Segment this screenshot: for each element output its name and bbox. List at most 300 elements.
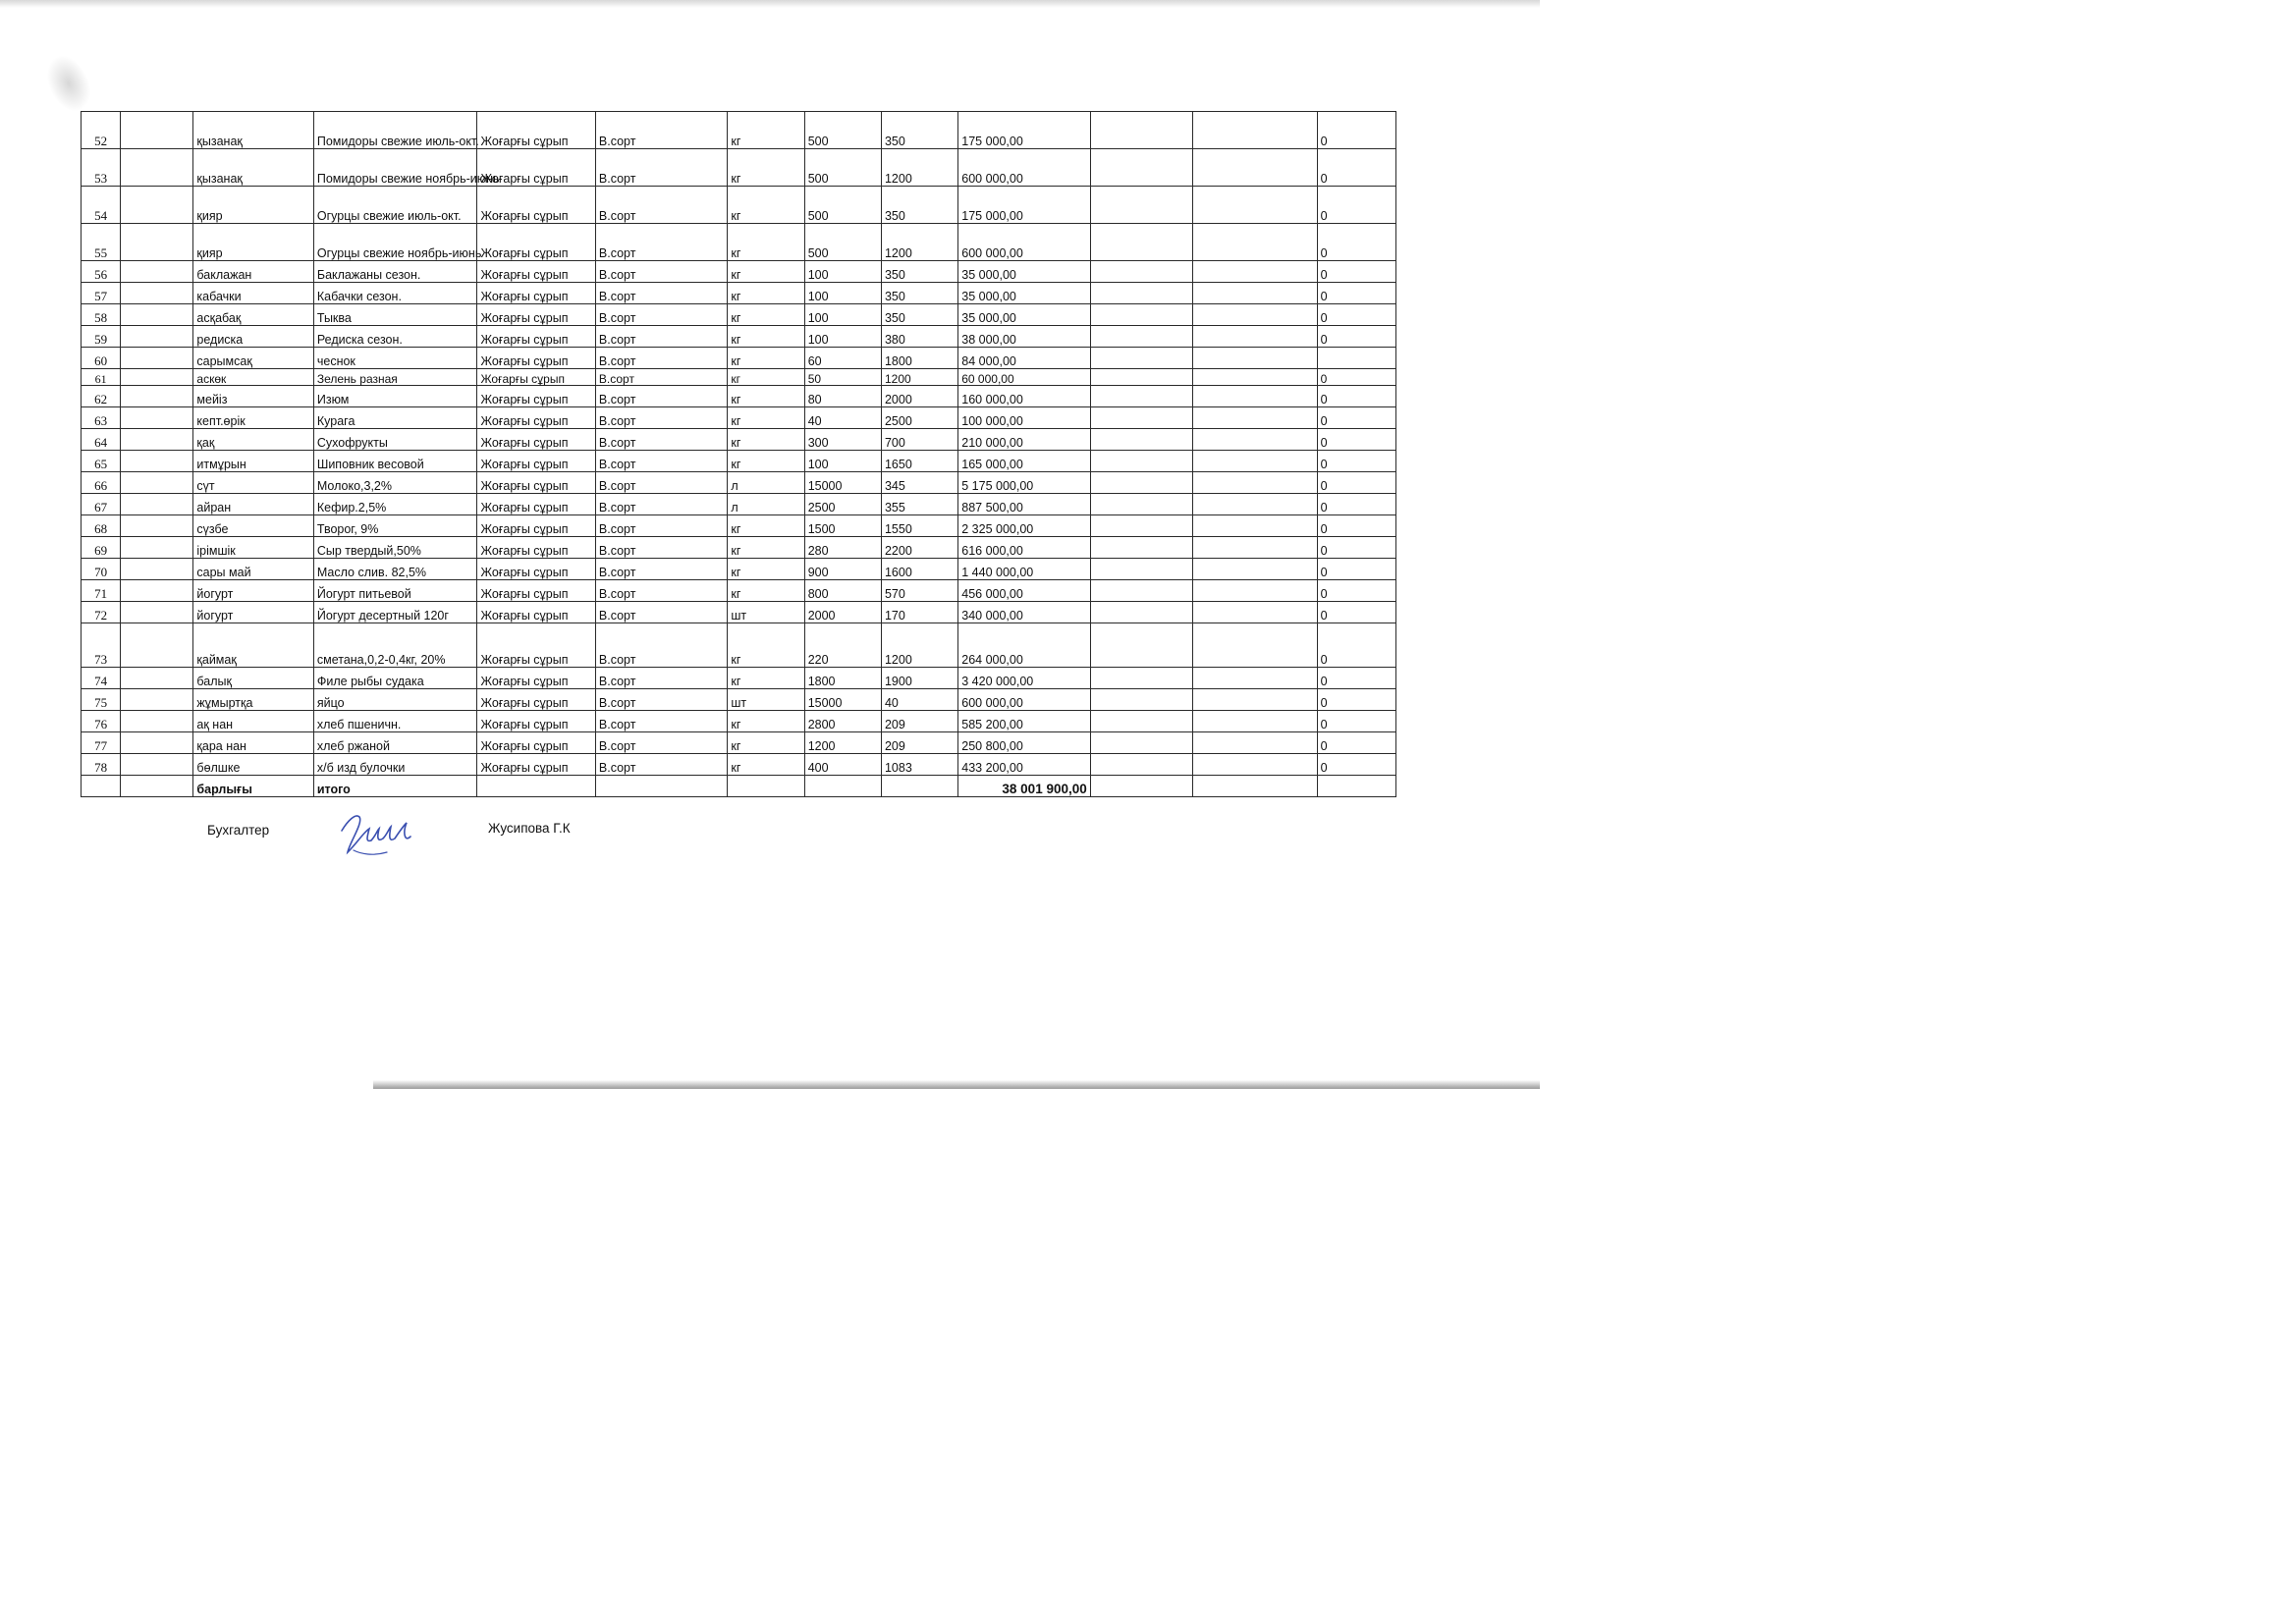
item-name-ru: Тыква <box>313 304 477 326</box>
grade-ru: В.сорт <box>595 472 728 494</box>
empty-cell <box>1090 283 1192 304</box>
empty-cell <box>1090 472 1192 494</box>
spacer-cell <box>121 304 193 326</box>
extra-value: 0 <box>1317 304 1395 326</box>
spacer-cell <box>121 580 193 602</box>
item-name-kz: қияр <box>193 224 313 261</box>
empty-cell <box>1193 580 1317 602</box>
quantity: 300 <box>804 429 881 451</box>
item-name-kz: қияр <box>193 187 313 224</box>
price: 570 <box>881 580 957 602</box>
grade-kz: Жоғарғы сұрып <box>477 689 595 711</box>
extra-value: 0 <box>1317 283 1395 304</box>
grade-kz: Жоғарғы сұрып <box>477 112 595 149</box>
extra-value: 0 <box>1317 472 1395 494</box>
empty-cell <box>1193 407 1317 429</box>
extra-value: 0 <box>1317 732 1395 754</box>
unit: кг <box>728 429 804 451</box>
unit: кг <box>728 732 804 754</box>
empty-cell <box>1193 187 1317 224</box>
line-sum: 165 000,00 <box>958 451 1091 472</box>
price: 1083 <box>881 754 957 776</box>
grade-ru: В.сорт <box>595 754 728 776</box>
quantity: 100 <box>804 326 881 348</box>
table-row <box>82 224 1396 261</box>
quantity: 2500 <box>804 494 881 515</box>
item-name-kz: аскөк <box>193 369 313 386</box>
item-name-ru: Молоко,3,2% <box>313 472 477 494</box>
line-sum: 585 200,00 <box>958 711 1091 732</box>
extra-value: 0 <box>1317 224 1395 261</box>
quantity: 500 <box>804 149 881 187</box>
scan-edge-top <box>0 0 1540 8</box>
price: 355 <box>881 494 957 515</box>
quantity: 100 <box>804 451 881 472</box>
empty-cell <box>1193 348 1317 369</box>
line-sum: 600 000,00 <box>958 689 1091 711</box>
table-row <box>82 451 1396 472</box>
empty-cell <box>1090 187 1192 224</box>
price: 1200 <box>881 369 957 386</box>
spacer-cell <box>121 283 193 304</box>
row-number: 60 <box>82 348 121 369</box>
empty-cell <box>1090 689 1192 711</box>
unit: кг <box>728 623 804 668</box>
unit: кг <box>728 451 804 472</box>
grade-ru: В.сорт <box>595 149 728 187</box>
row-number: 69 <box>82 537 121 559</box>
empty-cell <box>1090 149 1192 187</box>
empty-cell <box>1193 429 1317 451</box>
empty-cell <box>1193 668 1317 689</box>
grade-kz: Жоғарғы сұрып <box>477 494 595 515</box>
row-number: 75 <box>82 689 121 711</box>
item-name-kz: итмұрын <box>193 451 313 472</box>
grade-ru: В.сорт <box>595 494 728 515</box>
table-row <box>82 537 1396 559</box>
empty-cell <box>1090 537 1192 559</box>
unit: кг <box>728 515 804 537</box>
spacer-cell <box>121 689 193 711</box>
quantity: 280 <box>804 537 881 559</box>
item-name-ru: Курага <box>313 407 477 429</box>
grade-kz: Жоғарғы сұрып <box>477 754 595 776</box>
unit: кг <box>728 580 804 602</box>
empty-cell <box>1193 472 1317 494</box>
table-row <box>82 559 1396 580</box>
extra-value: 0 <box>1317 429 1395 451</box>
table-row <box>82 407 1396 429</box>
table-row <box>82 515 1396 537</box>
grade-ru: В.сорт <box>595 407 728 429</box>
unit: л <box>728 494 804 515</box>
item-name-kz: ақ нан <box>193 711 313 732</box>
item-name-kz: қаймақ <box>193 623 313 668</box>
item-name-kz: мейіз <box>193 386 313 407</box>
row-number: 73 <box>82 623 121 668</box>
grade-ru: В.сорт <box>595 283 728 304</box>
line-sum: 5 175 000,00 <box>958 472 1091 494</box>
spacer-cell <box>121 494 193 515</box>
line-sum: 887 500,00 <box>958 494 1091 515</box>
table-row <box>82 261 1396 283</box>
line-sum: 250 800,00 <box>958 732 1091 754</box>
grade-ru: В.сорт <box>595 559 728 580</box>
grade-kz: Жоғарғы сұрып <box>477 429 595 451</box>
item-name-ru: Огурцы свежие ноябрь-июнь <box>313 224 477 261</box>
price: 2500 <box>881 407 957 429</box>
line-sum: 264 000,00 <box>958 623 1091 668</box>
empty-cell <box>1090 732 1192 754</box>
spacer-cell <box>121 711 193 732</box>
line-sum: 35 000,00 <box>958 304 1091 326</box>
item-name-kz: йогурт <box>193 580 313 602</box>
item-name-kz: кепт.өрік <box>193 407 313 429</box>
row-number: 55 <box>82 224 121 261</box>
item-name-kz: жұмыртқа <box>193 689 313 711</box>
extra-value <box>1317 348 1395 369</box>
grade-ru: В.сорт <box>595 668 728 689</box>
empty-cell <box>1090 326 1192 348</box>
grade-ru: В.сорт <box>595 369 728 386</box>
grade-ru: В.сорт <box>595 689 728 711</box>
unit: кг <box>728 112 804 149</box>
spacer-cell <box>121 537 193 559</box>
line-sum: 38 000,00 <box>958 326 1091 348</box>
table-row <box>82 754 1396 776</box>
grade-kz: Жоғарғы сұрып <box>477 224 595 261</box>
total-row <box>82 776 1396 797</box>
empty-cell <box>1193 326 1317 348</box>
row-number: 67 <box>82 494 121 515</box>
table-row <box>82 386 1396 407</box>
grade-kz: Жоғарғы сұрып <box>477 348 595 369</box>
row-number: 64 <box>82 429 121 451</box>
empty-cell <box>1193 304 1317 326</box>
row-number: 54 <box>82 187 121 224</box>
grade-ru: В.сорт <box>595 515 728 537</box>
extra-value: 0 <box>1317 326 1395 348</box>
spacer-cell <box>121 472 193 494</box>
unit: кг <box>728 407 804 429</box>
empty-cell <box>1090 623 1192 668</box>
unit: кг <box>728 711 804 732</box>
row-number: 70 <box>82 559 121 580</box>
table-row <box>82 348 1396 369</box>
grade-ru: В.сорт <box>595 112 728 149</box>
line-sum: 340 000,00 <box>958 602 1091 623</box>
empty-cell <box>1193 283 1317 304</box>
extra-value: 0 <box>1317 515 1395 537</box>
empty-cell <box>1193 515 1317 537</box>
item-name-ru: яйцо <box>313 689 477 711</box>
item-name-ru: Кефир.2,5% <box>313 494 477 515</box>
empty-cell <box>1193 689 1317 711</box>
empty-cell <box>1090 602 1192 623</box>
grade-kz: Жоғарғы сұрып <box>477 304 595 326</box>
empty-cell <box>1090 429 1192 451</box>
price: 345 <box>881 472 957 494</box>
item-name-kz: йогурт <box>193 602 313 623</box>
item-name-ru: Сухофрукты <box>313 429 477 451</box>
grade-ru: В.сорт <box>595 602 728 623</box>
grade-kz: Жоғарғы сұрып <box>477 559 595 580</box>
extra-value: 0 <box>1317 537 1395 559</box>
row-number: 53 <box>82 149 121 187</box>
item-name-ru: Огурцы свежие июль-окт. <box>313 187 477 224</box>
extra-value: 0 <box>1317 112 1395 149</box>
extra-value: 0 <box>1317 261 1395 283</box>
item-name-ru: Редиска сезон. <box>313 326 477 348</box>
table-row <box>82 623 1396 668</box>
quantity: 400 <box>804 754 881 776</box>
item-name-kz: айран <box>193 494 313 515</box>
quantity: 800 <box>804 580 881 602</box>
quantity: 100 <box>804 283 881 304</box>
line-sum: 210 000,00 <box>958 429 1091 451</box>
spacer-cell <box>121 386 193 407</box>
price: 40 <box>881 689 957 711</box>
empty-cell <box>1090 304 1192 326</box>
spacer-cell <box>121 623 193 668</box>
unit: кг <box>728 149 804 187</box>
line-sum: 35 000,00 <box>958 283 1091 304</box>
item-name-ru: Йогурт десертный 120г <box>313 602 477 623</box>
empty-cell <box>1193 602 1317 623</box>
price: 1900 <box>881 668 957 689</box>
item-name-ru: хлеб пшеничн. <box>313 711 477 732</box>
row-number: 68 <box>82 515 121 537</box>
row-number: 58 <box>82 304 121 326</box>
accountant-label: Бухгалтер <box>207 823 270 838</box>
unit: кг <box>728 224 804 261</box>
price: 350 <box>881 187 957 224</box>
item-name-kz: қызанақ <box>193 112 313 149</box>
empty-cell <box>1090 407 1192 429</box>
unit: кг <box>728 326 804 348</box>
empty-cell <box>1193 711 1317 732</box>
quantity: 60 <box>804 348 881 369</box>
spacer-cell <box>121 348 193 369</box>
unit: кг <box>728 386 804 407</box>
quantity: 900 <box>804 559 881 580</box>
table-row <box>82 429 1396 451</box>
extra-value: 0 <box>1317 149 1395 187</box>
empty-cell <box>1193 494 1317 515</box>
empty-cell <box>1090 754 1192 776</box>
empty-cell <box>1090 494 1192 515</box>
unit: л <box>728 472 804 494</box>
grade-ru: В.сорт <box>595 187 728 224</box>
line-sum: 600 000,00 <box>958 149 1091 187</box>
item-name-kz: қақ <box>193 429 313 451</box>
price: 700 <box>881 429 957 451</box>
quantity: 500 <box>804 187 881 224</box>
quantity: 2000 <box>804 602 881 623</box>
row-number: 77 <box>82 732 121 754</box>
table-row <box>82 668 1396 689</box>
empty-cell <box>1193 559 1317 580</box>
empty-cell <box>1090 386 1192 407</box>
grade-ru: В.сорт <box>595 326 728 348</box>
empty-cell <box>1193 261 1317 283</box>
extra-value: 0 <box>1317 451 1395 472</box>
total-label-ru: итого <box>313 776 477 797</box>
table-row <box>82 283 1396 304</box>
grade-kz: Жоғарғы сұрып <box>477 602 595 623</box>
grade-kz: Жоғарғы сұрып <box>477 407 595 429</box>
grade-kz: Жоғарғы сұрып <box>477 149 595 187</box>
price: 380 <box>881 326 957 348</box>
item-name-ru: Масло слив. 82,5% <box>313 559 477 580</box>
item-name-kz: асқабақ <box>193 304 313 326</box>
line-sum: 1 440 000,00 <box>958 559 1091 580</box>
unit: кг <box>728 537 804 559</box>
quantity: 15000 <box>804 689 881 711</box>
unit: кг <box>728 369 804 386</box>
item-name-kz: редиска <box>193 326 313 348</box>
grade-ru: В.сорт <box>595 732 728 754</box>
extra-value: 0 <box>1317 668 1395 689</box>
row-number: 62 <box>82 386 121 407</box>
item-name-kz: ірімшік <box>193 537 313 559</box>
empty-cell <box>1090 369 1192 386</box>
spacer-cell <box>121 149 193 187</box>
table-row <box>82 326 1396 348</box>
row-number: 74 <box>82 668 121 689</box>
grade-kz: Жоғарғы сұрып <box>477 515 595 537</box>
unit: кг <box>728 754 804 776</box>
extra-value: 0 <box>1317 559 1395 580</box>
handwritten-signature <box>334 803 422 862</box>
price: 350 <box>881 283 957 304</box>
line-sum: 60 000,00 <box>958 369 1091 386</box>
spacer-cell <box>121 187 193 224</box>
empty-cell <box>1090 559 1192 580</box>
item-name-kz: қызанақ <box>193 149 313 187</box>
spacer-cell <box>121 407 193 429</box>
price: 1200 <box>881 623 957 668</box>
price: 2000 <box>881 386 957 407</box>
empty-cell <box>1193 386 1317 407</box>
grade-ru: В.сорт <box>595 386 728 407</box>
empty-cell <box>1090 348 1192 369</box>
line-sum: 84 000,00 <box>958 348 1091 369</box>
extra-value: 0 <box>1317 689 1395 711</box>
row-number: 65 <box>82 451 121 472</box>
grade-kz: Жоғарғы сұрып <box>477 386 595 407</box>
spacer-cell <box>121 754 193 776</box>
empty-cell <box>1090 515 1192 537</box>
empty-cell <box>1193 732 1317 754</box>
empty-cell <box>1193 149 1317 187</box>
table-row <box>82 732 1396 754</box>
price: 350 <box>881 261 957 283</box>
grade-kz: Жоғарғы сұрып <box>477 261 595 283</box>
grade-kz: Жоғарғы сұрып <box>477 369 595 386</box>
grade-ru: В.сорт <box>595 261 728 283</box>
quantity: 50 <box>804 369 881 386</box>
empty-cell <box>1193 623 1317 668</box>
line-sum: 600 000,00 <box>958 224 1091 261</box>
line-sum: 175 000,00 <box>958 112 1091 149</box>
row-number: 56 <box>82 261 121 283</box>
grade-ru: В.сорт <box>595 711 728 732</box>
quantity: 100 <box>804 261 881 283</box>
item-name-kz: баклажан <box>193 261 313 283</box>
extra-value: 0 <box>1317 187 1395 224</box>
item-name-kz: сары май <box>193 559 313 580</box>
row-number: 61 <box>82 369 121 386</box>
price: 1800 <box>881 348 957 369</box>
item-name-kz: сүт <box>193 472 313 494</box>
table-row <box>82 304 1396 326</box>
grade-ru: В.сорт <box>595 224 728 261</box>
line-sum: 175 000,00 <box>958 187 1091 224</box>
item-name-ru: х/б изд булочки <box>313 754 477 776</box>
unit: шт <box>728 689 804 711</box>
price: 209 <box>881 732 957 754</box>
table-row <box>82 149 1396 187</box>
item-name-kz: кабачки <box>193 283 313 304</box>
price: 350 <box>881 304 957 326</box>
price: 1600 <box>881 559 957 580</box>
spacer-cell <box>121 224 193 261</box>
quantity: 80 <box>804 386 881 407</box>
grade-kz: Жоғарғы сұрып <box>477 711 595 732</box>
empty-cell <box>1090 580 1192 602</box>
empty-cell <box>1090 112 1192 149</box>
grade-kz: Жоғарғы сұрып <box>477 451 595 472</box>
item-name-ru: Филе рыбы судака <box>313 668 477 689</box>
row-number: 78 <box>82 754 121 776</box>
grade-ru: В.сорт <box>595 304 728 326</box>
empty-cell <box>1090 261 1192 283</box>
empty-cell <box>1090 451 1192 472</box>
spacer-cell <box>121 369 193 386</box>
row-number: 66 <box>82 472 121 494</box>
empty-cell <box>1090 711 1192 732</box>
spacer-cell <box>121 261 193 283</box>
table-row <box>82 472 1396 494</box>
line-sum: 3 420 000,00 <box>958 668 1091 689</box>
unit: кг <box>728 348 804 369</box>
empty-cell <box>1193 451 1317 472</box>
grade-kz: Жоғарғы сұрып <box>477 283 595 304</box>
line-sum: 456 000,00 <box>958 580 1091 602</box>
price: 1200 <box>881 149 957 187</box>
empty-cell <box>1193 369 1317 386</box>
extra-value: 0 <box>1317 407 1395 429</box>
quantity: 500 <box>804 112 881 149</box>
quantity: 2800 <box>804 711 881 732</box>
grade-kz: Жоғарғы сұрып <box>477 326 595 348</box>
item-name-kz: балық <box>193 668 313 689</box>
item-name-ru: Творог, 9% <box>313 515 477 537</box>
extra-value: 0 <box>1317 711 1395 732</box>
quantity: 1800 <box>804 668 881 689</box>
price: 1200 <box>881 224 957 261</box>
grade-ru: В.сорт <box>595 348 728 369</box>
empty-cell <box>1090 224 1192 261</box>
quantity: 220 <box>804 623 881 668</box>
table-row <box>82 187 1396 224</box>
table-row <box>82 711 1396 732</box>
grade-ru: В.сорт <box>595 429 728 451</box>
spacer-cell <box>121 732 193 754</box>
spacer-cell <box>121 326 193 348</box>
grade-ru: В.сорт <box>595 623 728 668</box>
